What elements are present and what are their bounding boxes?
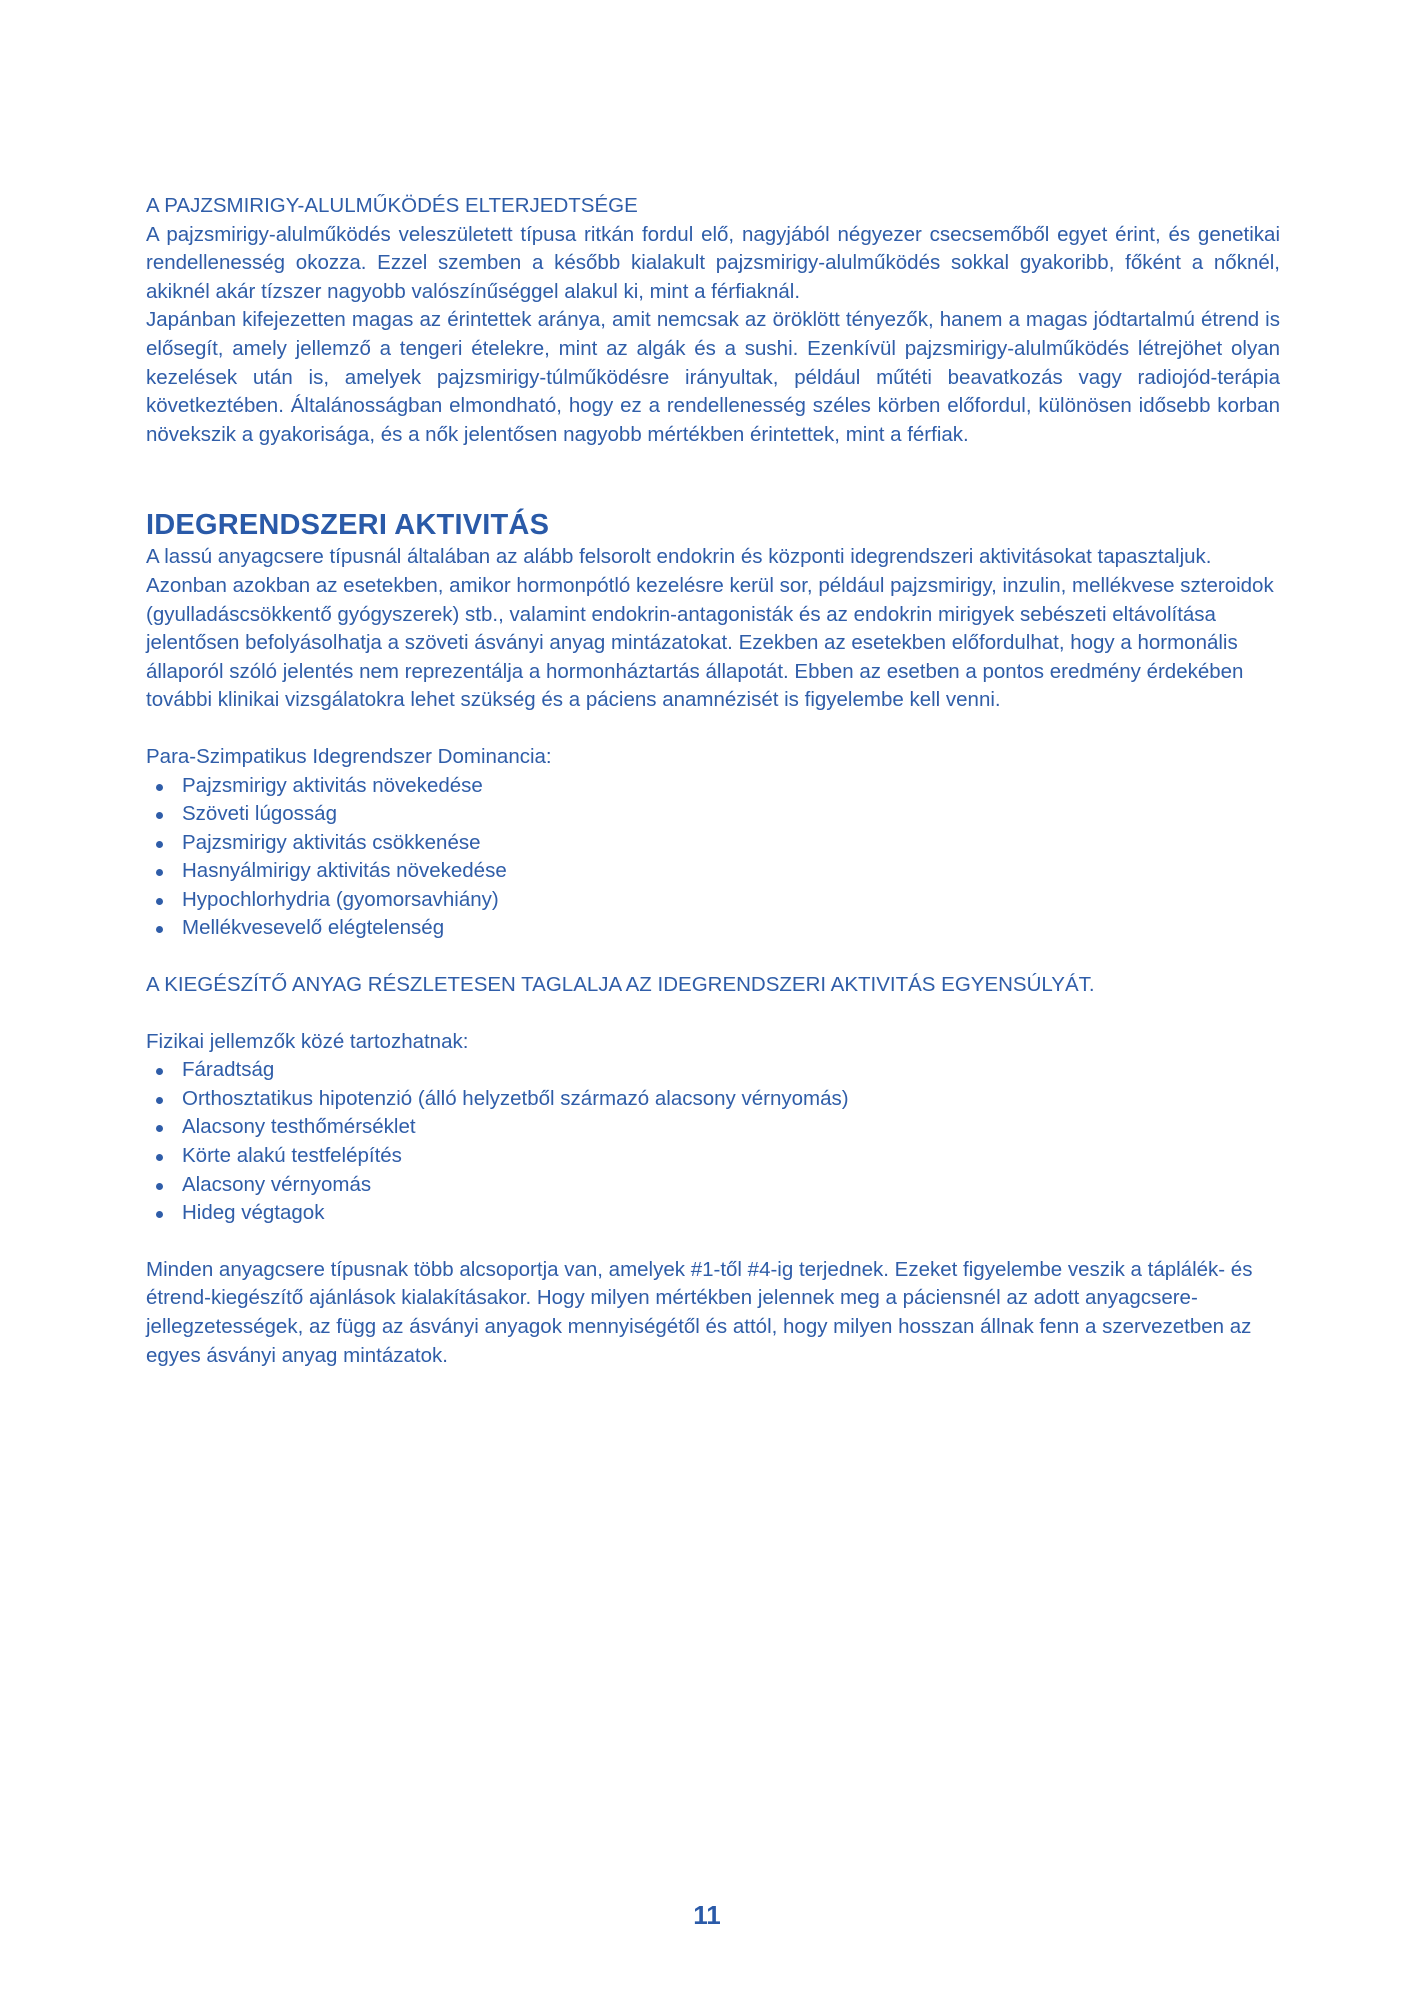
bullet-icon bbox=[156, 869, 163, 876]
list-title-physical: Fizikai jellemzők közé tartozhatnak: bbox=[146, 1029, 469, 1053]
section-label-prevalence: A PAJZSMIRIGY-ALULMŰKÖDÉS ELTERJEDTSÉGE bbox=[146, 194, 638, 217]
bullet-icon bbox=[156, 898, 163, 905]
list-item: Szöveti lúgosság bbox=[146, 800, 1280, 829]
list-title-parasympathetic: Para-Szimpatikus Idegrendszer Dominancia: bbox=[146, 744, 552, 768]
list-item: Fáradtság bbox=[146, 1056, 1280, 1085]
list-item: Alacsony vérnyomás bbox=[146, 1171, 1280, 1200]
bullet-icon bbox=[156, 1183, 163, 1190]
list-item: Hypochlorhydria (gyomorsavhiány) bbox=[146, 886, 1280, 915]
nervous-activity-paragraph: A lassú anyagcsere típusnál általában az alább felsorolt endokrin és központi idegrendszeri aktivitásokat tapasztaljuk. Azonban azokban az esetekben, amikor hormonpótló kezelésre kerül sor, például pajzsmirigy, inzulin, mellékvese szteroidok (gyulladáscsökkentő gyógyszerek) stb., valamint endokrin-antagonisták és az endokrin mirigyek sebészeti eltávolítása jelentősen befolyásolhatja a szöveti ásványi anyag mintázatokat. Ezekben az esetekben előfordulhat, hogy a hormonális állaporól szóló jelentés nem reprezentálja a hormonháztartás állapotát. Ebben az esetben a pontos eredmény érdekében további klinikai vizsgálatokra lehet szükség és a páciens anamnézisét is figyelembe kell venni. bbox=[146, 545, 1274, 712]
bullet-icon bbox=[156, 841, 163, 848]
bullet-icon bbox=[156, 784, 163, 791]
bullet-icon bbox=[156, 1125, 163, 1132]
prevalence-paragraph-1: A pajzsmirigy-alulműködés veleszületett típusa ritkán fordul elő, nagyjából négyezer csecsemőből egyet érint, és genetikai rendellenesség okozza. Ezzel szemben a később kialakult pajzsmirigy-alulműködés sokkal gyakoribb, főként a nőknél, akiknél akár tízszer nagyobb valószínűséggel alakul ki, mint a férfiaknál. bbox=[146, 222, 1280, 303]
page-content bbox=[146, 192, 1280, 1370]
supplement-note: A KIEGÉSZÍTŐ ANYAG RÉSZLETESEN TAGLALJA AZ IDEGRENDSZERI AKTIVITÁS EGYENSÚLYÁT. bbox=[146, 973, 1095, 997]
section-heading-nervous-activity: IDEGRENDSZERI AKTIVITÁS bbox=[146, 509, 550, 542]
parasympathetic-list bbox=[146, 772, 1280, 944]
bullet-icon bbox=[156, 926, 163, 933]
bullet-icon bbox=[156, 1068, 163, 1075]
subgroups-paragraph: Minden anyagcsere típusnak több alcsoportja van, amelyek #1-től #4-ig terjednek. Ezeket figyelembe veszik a táplálék- és étrend-kiegészítő ajánlások kialakításakor. Hogy milyen mértékben jelennek meg a páciensnél az adott anyagcsere-jellegzetességek, az függ az ásványi anyagok mennyiségétől és attól, hogy milyen hosszan állnak fenn a szervezetben az egyes ásványi anyag mintázatok. bbox=[146, 1257, 1253, 1367]
list-item: Pajzsmirigy aktivitás csökkenése bbox=[146, 829, 1280, 858]
bullet-icon bbox=[156, 812, 163, 819]
list-item: Hideg végtagok bbox=[146, 1199, 1280, 1228]
prevalence-paragraph-2: Japánban kifejezetten magas az érintettek aránya, amit nemcsak az öröklött tényezők, hanem a magas jódtartalmú étrend is elősegít, amely jellemző a tengeri ételekre, mint az algák és a sushi. Ezenkívül pajzsmirigy-alulműködés létrejöhet olyan kezelések után is, amelyek pajzsmirigy-túlműködésre irányultak, például műtéti beavatkozás vagy radiojód-terápia következtében. Általánosságban elmondható, hogy ez a rendellenesség széles körben előfordul, különösen idősebb korban növekszik a gyakorisága, és a nők jelentősen nagyobb mértékben érintettek, mint a férfiak. bbox=[146, 308, 1280, 446]
page-number: 11 bbox=[693, 1900, 721, 1930]
list-item: Pajzsmirigy aktivitás növekedése bbox=[146, 772, 1280, 801]
bullet-icon bbox=[156, 1154, 163, 1161]
bullet-icon bbox=[156, 1211, 163, 1218]
list-item: Körte alakú testfelépítés bbox=[146, 1142, 1280, 1171]
list-item: Alacsony testhőmérséklet bbox=[146, 1113, 1280, 1142]
list-item: Hasnyálmirigy aktivitás növekedése bbox=[146, 857, 1280, 886]
bullet-icon bbox=[156, 1097, 163, 1104]
list-item: Orthosztatikus hipotenzió (álló helyzetből származó alacsony vérnyomás) bbox=[146, 1085, 1280, 1114]
list-item: Mellékvesevelő elégtelenség bbox=[146, 914, 1280, 943]
physical-traits-list bbox=[146, 1056, 1280, 1228]
